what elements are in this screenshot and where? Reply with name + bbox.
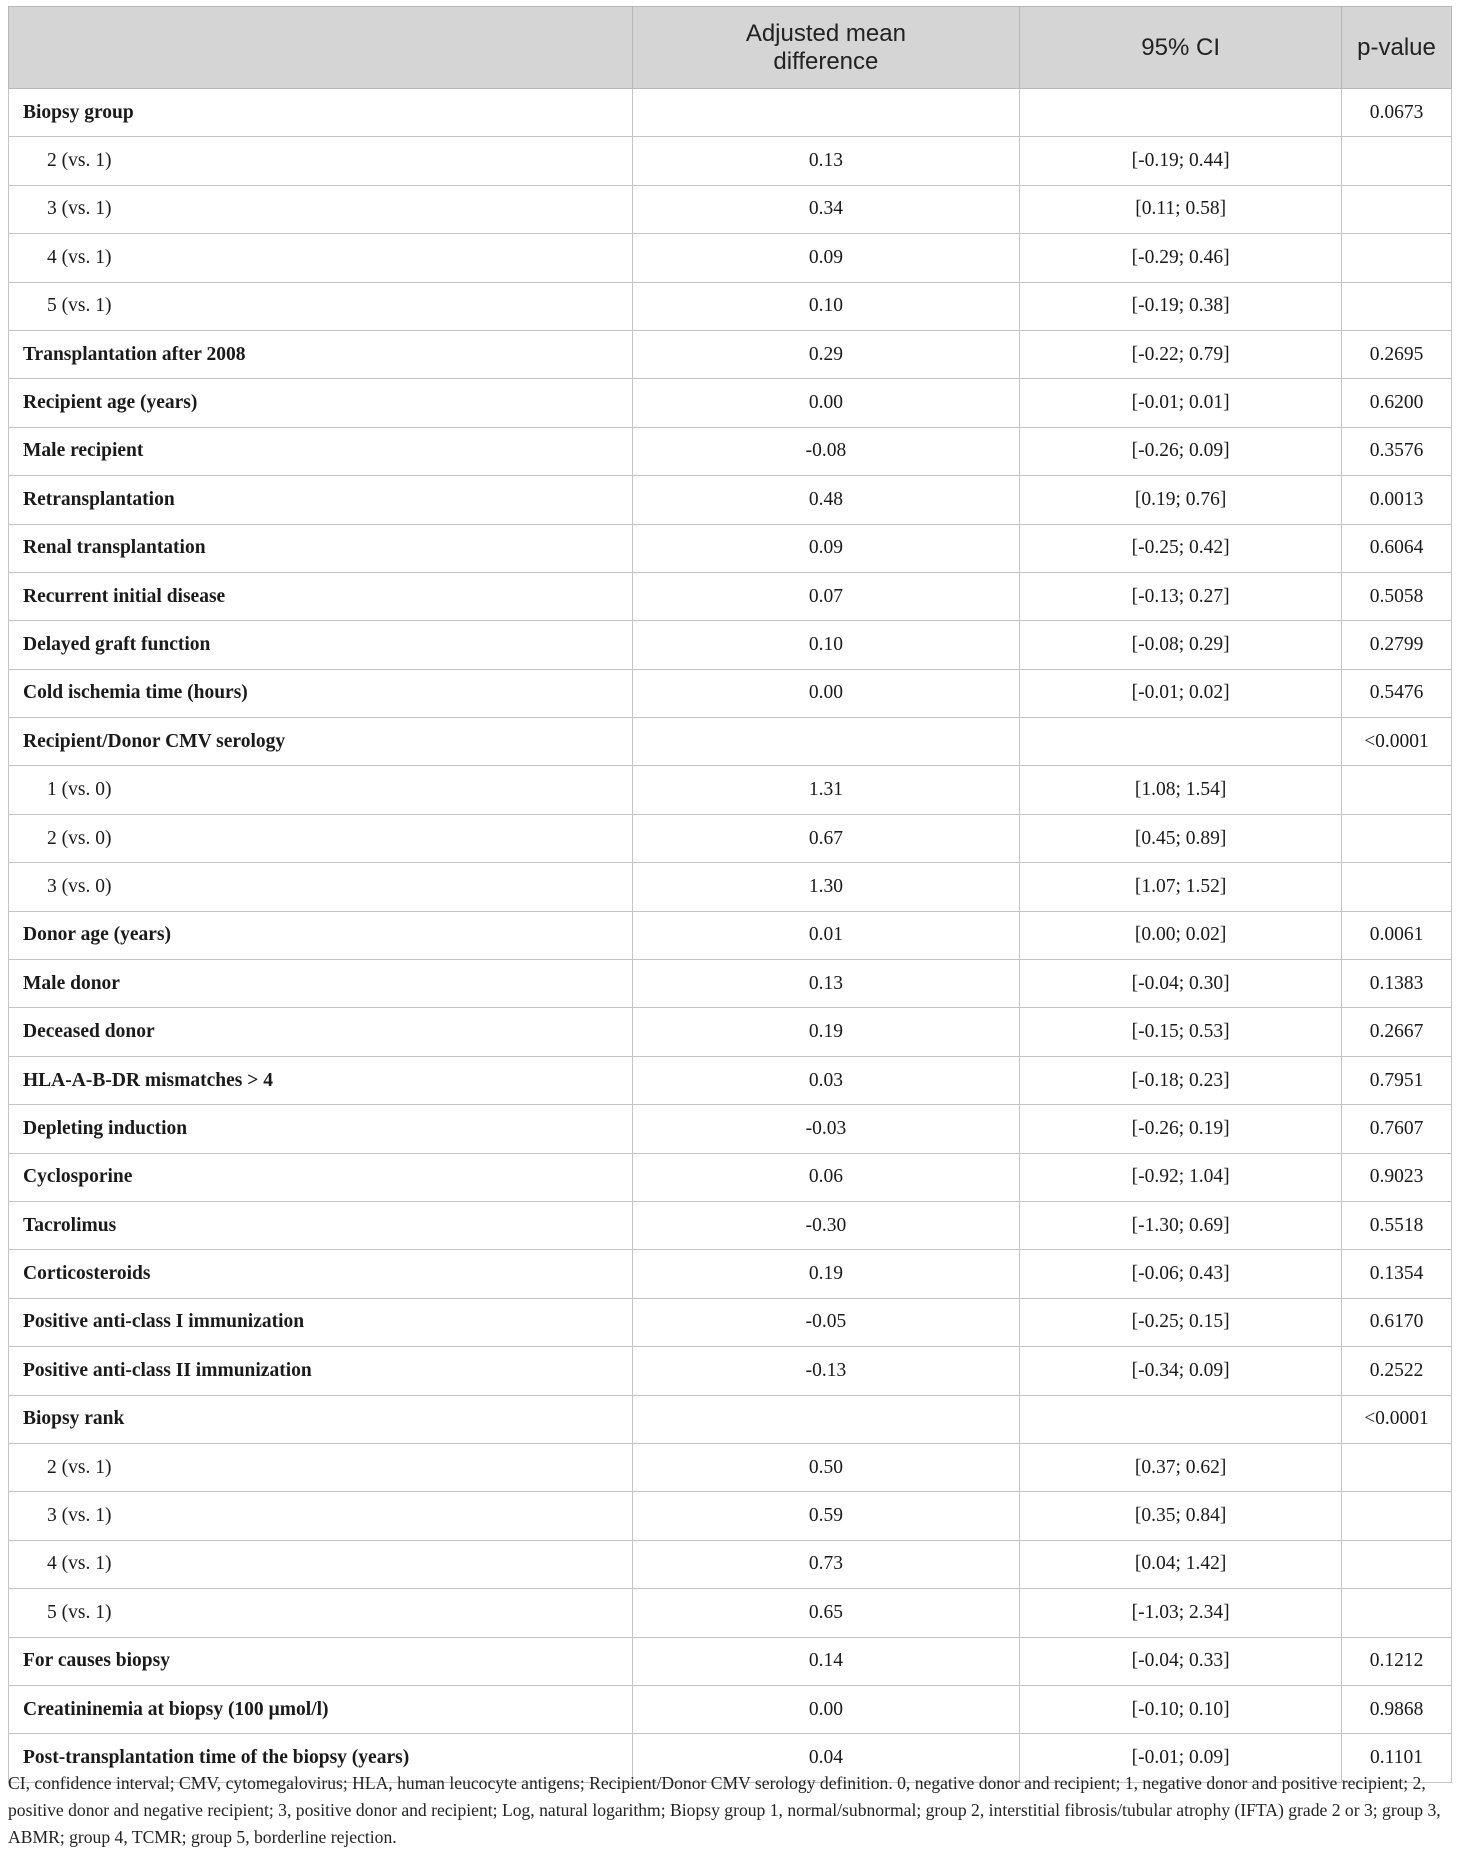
row-confidence-interval: [0.19; 0.76]	[1020, 476, 1342, 524]
row-label: Corticosteroids	[9, 1250, 633, 1298]
table-row	[9, 1298, 1452, 1346]
row-mean-difference: 1.30	[632, 863, 1020, 911]
row-p-value: 0.0673	[1342, 89, 1452, 137]
row-p-value	[1342, 137, 1452, 185]
row-mean-difference: 0.13	[632, 960, 1020, 1008]
row-mean-difference: -0.03	[632, 1105, 1020, 1153]
table-row	[9, 89, 1452, 137]
table-row	[9, 1250, 1452, 1298]
row-confidence-interval: [1.08; 1.54]	[1020, 766, 1342, 814]
row-p-value	[1342, 282, 1452, 330]
row-p-value: 0.6170	[1342, 1298, 1452, 1346]
row-confidence-interval: [-0.26; 0.19]	[1020, 1105, 1342, 1153]
table-row	[9, 330, 1452, 378]
row-confidence-interval: [-0.04; 0.30]	[1020, 960, 1342, 1008]
row-p-value	[1342, 185, 1452, 233]
table-row	[9, 1347, 1452, 1395]
row-label: Tacrolimus	[9, 1201, 633, 1249]
row-p-value: 0.5476	[1342, 669, 1452, 717]
row-label: Male recipient	[9, 427, 633, 475]
row-mean-difference: 0.00	[632, 379, 1020, 427]
row-confidence-interval: [-1.30; 0.69]	[1020, 1201, 1342, 1249]
row-label: Deceased donor	[9, 1008, 633, 1056]
row-label: Post-transplantation time of the biopsy (years)	[9, 1734, 633, 1782]
row-label: 3 (vs. 0)	[9, 863, 633, 911]
row-label: 2 (vs. 1)	[9, 1443, 633, 1491]
row-label: Renal transplantation	[9, 524, 633, 572]
row-mean-difference: 0.34	[632, 185, 1020, 233]
row-p-value: 0.7951	[1342, 1056, 1452, 1104]
table-row	[9, 863, 1452, 911]
row-p-value: 0.2522	[1342, 1347, 1452, 1395]
row-confidence-interval	[1020, 89, 1342, 137]
table-row	[9, 1153, 1452, 1201]
row-label: Positive anti-class II immunization	[9, 1347, 633, 1395]
row-p-value: 0.5518	[1342, 1201, 1452, 1249]
row-confidence-interval: [-0.26; 0.09]	[1020, 427, 1342, 475]
row-p-value: 0.2667	[1342, 1008, 1452, 1056]
table-row	[9, 1589, 1452, 1637]
row-confidence-interval: [-0.06; 0.43]	[1020, 1250, 1342, 1298]
row-label: 4 (vs. 1)	[9, 234, 633, 282]
row-p-value	[1342, 766, 1452, 814]
row-mean-difference: 0.19	[632, 1250, 1020, 1298]
row-p-value: 0.3576	[1342, 427, 1452, 475]
row-mean-difference: 0.09	[632, 524, 1020, 572]
row-p-value: 0.1354	[1342, 1250, 1452, 1298]
row-label: 2 (vs. 0)	[9, 814, 633, 862]
row-mean-difference: -0.08	[632, 427, 1020, 475]
row-mean-difference: 0.07	[632, 572, 1020, 620]
row-mean-difference: 0.59	[632, 1492, 1020, 1540]
table-row	[9, 1008, 1452, 1056]
row-label: Depleting induction	[9, 1105, 633, 1153]
row-p-value: <0.0001	[1342, 1395, 1452, 1443]
row-mean-difference: 0.65	[632, 1589, 1020, 1637]
row-label: Biopsy group	[9, 89, 633, 137]
row-mean-difference: 0.10	[632, 282, 1020, 330]
row-confidence-interval: [-0.29; 0.46]	[1020, 234, 1342, 282]
table-row	[9, 1056, 1452, 1104]
table-body	[9, 89, 1452, 1783]
table-row	[9, 185, 1452, 233]
row-mean-difference	[632, 718, 1020, 766]
row-confidence-interval: [1.07; 1.52]	[1020, 863, 1342, 911]
row-label: Recurrent initial disease	[9, 572, 633, 620]
row-confidence-interval: [0.45; 0.89]	[1020, 814, 1342, 862]
table-row	[9, 1443, 1452, 1491]
row-label: Recipient/Donor CMV serology	[9, 718, 633, 766]
row-label: 2 (vs. 1)	[9, 137, 633, 185]
row-p-value: 0.2799	[1342, 621, 1452, 669]
row-mean-difference	[632, 1395, 1020, 1443]
row-p-value	[1342, 1589, 1452, 1637]
table-row	[9, 766, 1452, 814]
row-label: Retransplantation	[9, 476, 633, 524]
row-confidence-interval: [-0.08; 0.29]	[1020, 621, 1342, 669]
table-row	[9, 1105, 1452, 1153]
table-row	[9, 718, 1452, 766]
table-row	[9, 1201, 1452, 1249]
header-adjusted-mean-difference-label: Adjusted mean difference	[745, 19, 906, 75]
row-mean-difference: 0.06	[632, 1153, 1020, 1201]
row-label: Delayed graft function	[9, 621, 633, 669]
row-label: 3 (vs. 1)	[9, 185, 633, 233]
row-label: For causes biopsy	[9, 1637, 633, 1685]
row-mean-difference: 0.73	[632, 1540, 1020, 1588]
row-p-value: 0.6064	[1342, 524, 1452, 572]
row-label: Donor age (years)	[9, 911, 633, 959]
table-row	[9, 621, 1452, 669]
row-p-value	[1342, 863, 1452, 911]
row-confidence-interval: [-0.25; 0.15]	[1020, 1298, 1342, 1346]
row-confidence-interval: [-0.19; 0.38]	[1020, 282, 1342, 330]
table-row	[9, 234, 1452, 282]
row-label: HLA-A-B-DR mismatches > 4	[9, 1056, 633, 1104]
row-confidence-interval: [0.04; 1.42]	[1020, 1540, 1342, 1588]
table-row	[9, 960, 1452, 1008]
header-p-value: p-value	[1342, 7, 1452, 89]
row-mean-difference: 0.67	[632, 814, 1020, 862]
row-label: Creatininemia at biopsy (100 µmol/l)	[9, 1685, 633, 1733]
table-row	[9, 1540, 1452, 1588]
results-table-container	[8, 6, 1452, 1783]
row-mean-difference: -0.13	[632, 1347, 1020, 1395]
header-variable	[9, 7, 633, 89]
table-row	[9, 137, 1452, 185]
row-mean-difference: -0.30	[632, 1201, 1020, 1249]
table-row	[9, 282, 1452, 330]
row-mean-difference: 0.29	[632, 330, 1020, 378]
header-adjusted-mean-difference	[632, 7, 1020, 89]
row-confidence-interval	[1020, 718, 1342, 766]
row-confidence-interval: [0.35; 0.84]	[1020, 1492, 1342, 1540]
row-confidence-interval: [-0.15; 0.53]	[1020, 1008, 1342, 1056]
row-label: Transplantation after 2008	[9, 330, 633, 378]
row-confidence-interval: [0.00; 0.02]	[1020, 911, 1342, 959]
row-label: 3 (vs. 1)	[9, 1492, 633, 1540]
row-p-value: 0.0061	[1342, 911, 1452, 959]
row-confidence-interval: [-0.01; 0.02]	[1020, 669, 1342, 717]
table-row	[9, 476, 1452, 524]
header-95-ci: 95% CI	[1020, 7, 1342, 89]
row-label: 5 (vs. 1)	[9, 282, 633, 330]
row-p-value	[1342, 234, 1452, 282]
row-confidence-interval: [-0.25; 0.42]	[1020, 524, 1342, 572]
table-row	[9, 427, 1452, 475]
table-row	[9, 379, 1452, 427]
row-p-value: 0.1101	[1342, 1734, 1452, 1782]
row-p-value: 0.7607	[1342, 1105, 1452, 1153]
row-mean-difference: -0.05	[632, 1298, 1020, 1346]
row-p-value	[1342, 1443, 1452, 1491]
table-row	[9, 1492, 1452, 1540]
row-confidence-interval: [-0.18; 0.23]	[1020, 1056, 1342, 1104]
row-mean-difference: 0.04	[632, 1734, 1020, 1782]
table-row	[9, 814, 1452, 862]
row-label: Recipient age (years)	[9, 379, 633, 427]
row-p-value: 0.5058	[1342, 572, 1452, 620]
row-mean-difference: 0.03	[632, 1056, 1020, 1104]
row-mean-difference: 0.00	[632, 669, 1020, 717]
results-table	[8, 6, 1452, 1783]
row-label: Biopsy rank	[9, 1395, 633, 1443]
row-label: Male donor	[9, 960, 633, 1008]
row-confidence-interval: [-1.03; 2.34]	[1020, 1589, 1342, 1637]
row-confidence-interval: [-0.01; 0.01]	[1020, 379, 1342, 427]
table-row	[9, 572, 1452, 620]
row-p-value	[1342, 1540, 1452, 1588]
row-label: 1 (vs. 0)	[9, 766, 633, 814]
row-p-value: 0.1212	[1342, 1637, 1452, 1685]
row-confidence-interval: [-0.92; 1.04]	[1020, 1153, 1342, 1201]
row-mean-difference: 0.50	[632, 1443, 1020, 1491]
row-mean-difference: 0.19	[632, 1008, 1020, 1056]
row-confidence-interval: [-0.19; 0.44]	[1020, 137, 1342, 185]
row-confidence-interval: [-0.34; 0.09]	[1020, 1347, 1342, 1395]
row-p-value: 0.9868	[1342, 1685, 1452, 1733]
row-confidence-interval: [-0.01; 0.09]	[1020, 1734, 1342, 1782]
row-p-value: 0.6200	[1342, 379, 1452, 427]
row-label: 4 (vs. 1)	[9, 1540, 633, 1588]
table-row	[9, 1395, 1452, 1443]
table-row	[9, 911, 1452, 959]
row-confidence-interval: [-0.13; 0.27]	[1020, 572, 1342, 620]
row-p-value: 0.1383	[1342, 960, 1452, 1008]
row-p-value: <0.0001	[1342, 718, 1452, 766]
row-mean-difference: 0.48	[632, 476, 1020, 524]
row-mean-difference	[632, 89, 1020, 137]
row-mean-difference: 0.10	[632, 621, 1020, 669]
row-confidence-interval: [0.11; 0.58]	[1020, 185, 1342, 233]
row-mean-difference: 0.14	[632, 1637, 1020, 1685]
row-mean-difference: 0.00	[632, 1685, 1020, 1733]
row-label: Cyclosporine	[9, 1153, 633, 1201]
row-p-value	[1342, 1492, 1452, 1540]
row-mean-difference: 0.01	[632, 911, 1020, 959]
row-confidence-interval: [0.37; 0.62]	[1020, 1443, 1342, 1491]
row-mean-difference: 0.09	[632, 234, 1020, 282]
row-label: Cold ischemia time (hours)	[9, 669, 633, 717]
row-mean-difference: 0.13	[632, 137, 1020, 185]
table-row	[9, 1637, 1452, 1685]
table-row	[9, 669, 1452, 717]
row-confidence-interval: [-0.22; 0.79]	[1020, 330, 1342, 378]
row-p-value	[1342, 814, 1452, 862]
row-p-value: 0.2695	[1342, 330, 1452, 378]
row-confidence-interval: [-0.04; 0.33]	[1020, 1637, 1342, 1685]
table-row	[9, 1685, 1452, 1733]
table-footnote: CI, confidence interval; CMV, cytomegalovirus; HLA, human leucocyte antigens; Recipient/Donor CMV serology definition. 0, negative donor and recipient; 1, negative donor and positive recipient; 2, positive donor and negative recipient; 3, positive donor and recipient; Log, natural logarithm; Biopsy group 1, normal/subnormal; group 2, interstitial fibrosis/tubular atrophy (IFTA) grade 2 or 3; group 3, ABMR; group 4, TCMR; group 5, borderline rejection.	[8, 1773, 1441, 1847]
table-header-row	[9, 7, 1452, 89]
table-row	[9, 524, 1452, 572]
row-confidence-interval	[1020, 1395, 1342, 1443]
row-p-value: 0.9023	[1342, 1153, 1452, 1201]
row-p-value: 0.0013	[1342, 476, 1452, 524]
row-mean-difference: 1.31	[632, 766, 1020, 814]
row-confidence-interval: [-0.10; 0.10]	[1020, 1685, 1342, 1733]
row-label: 5 (vs. 1)	[9, 1589, 633, 1637]
row-label: Positive anti-class I immunization	[9, 1298, 633, 1346]
